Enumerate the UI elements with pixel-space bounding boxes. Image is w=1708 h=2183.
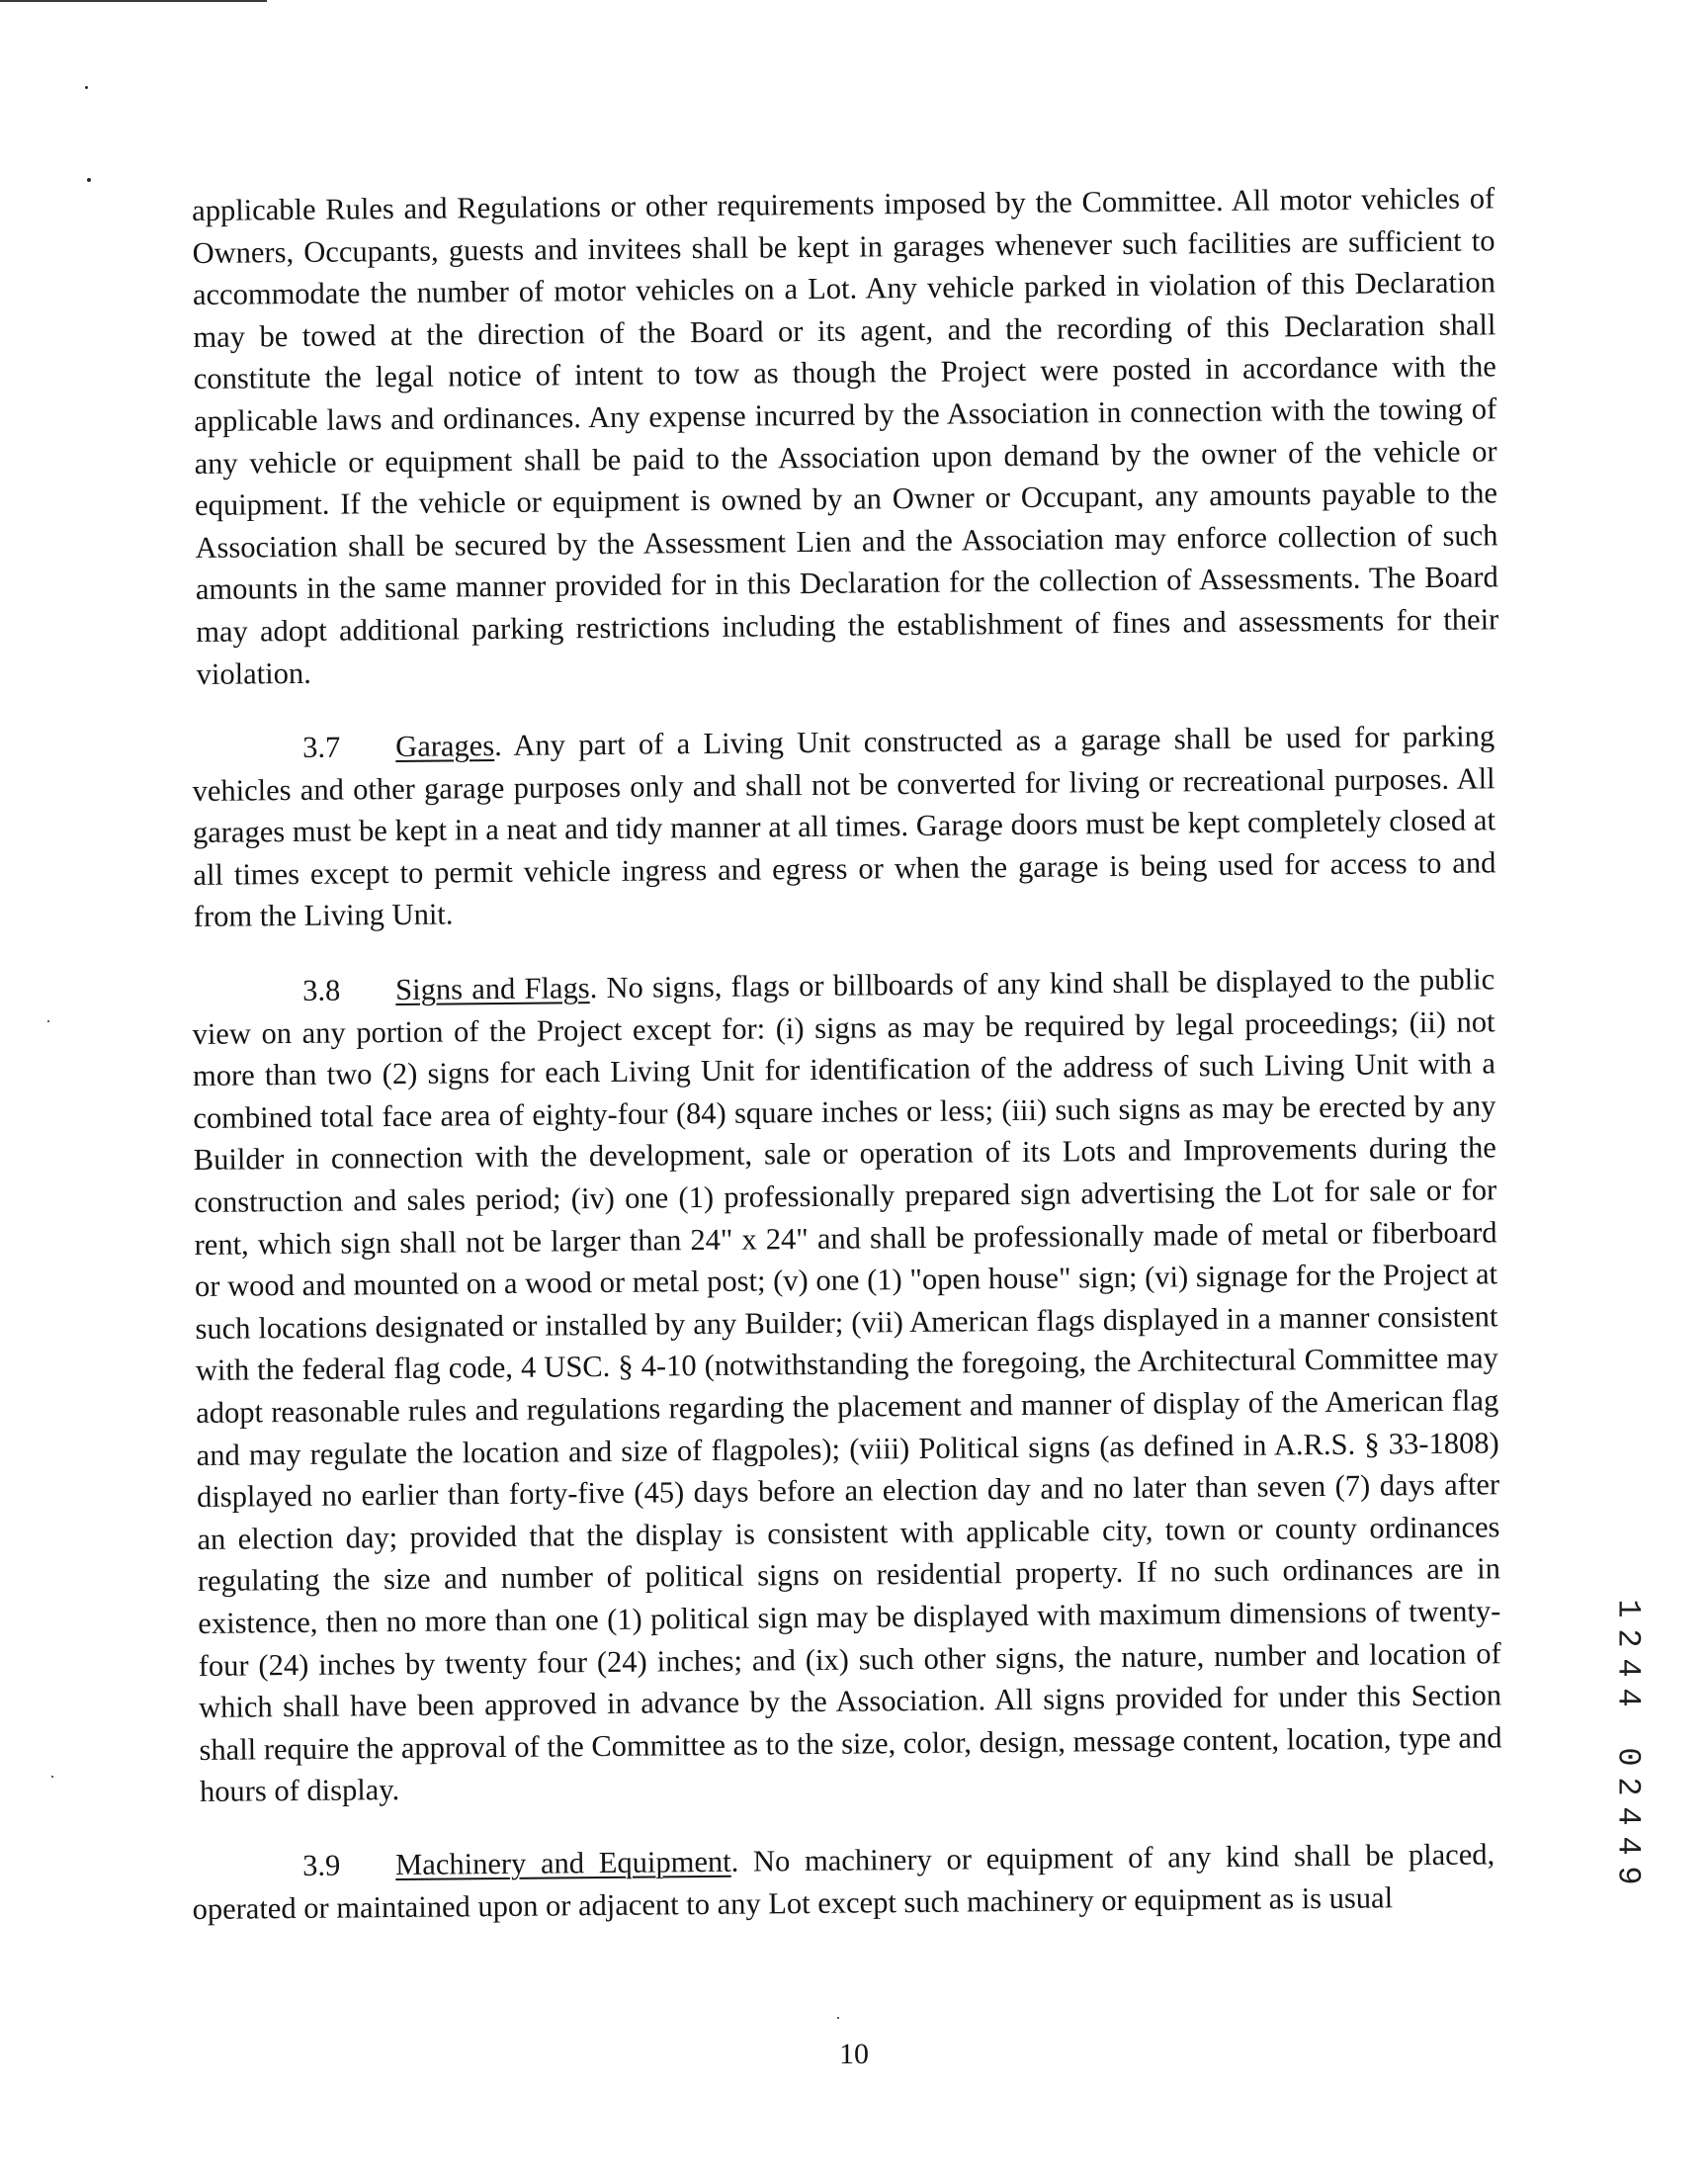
section-heading: Machinery and Equipment [395, 1844, 731, 1881]
document-body [192, 181, 1502, 1930]
stamp-digit: 4 [1609, 1836, 1647, 1856]
stamp-digit: 4 [1609, 1806, 1647, 1826]
section-body: . Any part of a Living Unit constructed as a garage shall be used for parking vehicles and other garage purposes only and shall not be converted for living or recreational purposes. All garages must be kept in a neat and tidy manner at all times. Garage doors must be kept completely closed at all times except to permit vehicle ingress and egress or when the garage is being used for access to and from the Living Unit. [192, 719, 1496, 934]
section-3-9 [192, 1833, 1495, 1930]
section-number: 3.8 [302, 973, 341, 1008]
section-number: 3.9 [302, 1848, 341, 1882]
section-number: 3.7 [302, 730, 341, 765]
scan-speck [51, 1776, 53, 1778]
stamp-digit: 0 [1609, 1747, 1647, 1767]
section-heading: Garages [395, 729, 495, 764]
section-3-8 [192, 958, 1502, 1812]
scan-speck [47, 1020, 49, 1022]
stamp-digit: 4 [1609, 1658, 1647, 1678]
stamp-digit: 4 [1609, 1688, 1647, 1707]
section-body: . No signs, flags or billboards of any kind shall be displayed to the public view on any portion of the Project except for: (i) signs as may be required by legal proceedings; (ii) not more than two (2) signs for each Living Unit for identification of the address of such Living Unit with a combined total face area of eighty-four (84) square inches or less; (iii) such signs as may be erected by any Builder in connection with the development, sale or operation of its Lots and Improvements during the construction and sales period; (iv) one (1) professionally prepared sign advertising the Lot for sale or for rent, which sign shall not be larger than 24" x 24" and shall be professionally made of metal or fiberboard or wood and mounted on a wood or metal post; (v) one (1) "open house" sign; (vi) signage for the Project at such locations designated or installed by any Builder; (vii) American flags displayed in a manner consistent with the federal flag code, 4 USC. § 4-10 (notwithstanding the foregoing, the Architectural Committee may adopt reasonable rules and regulations regarding the placement and manner of display of the American flag and may regulate the location and size of flagpoles); (viii) Political signs (as defined in A.R.S. § 33-1808) displayed no earlier than forty-five (45) days before an election day and no later than seven (7) days after an election day; provided that the display is consistent with applicable city, town or county ordinances regulating the size and number of political signs on residential property. If no such ordinances are in existence, then no more than one (1) political sign may be displayed with maximum dimensions of twenty-four (24) inches by twenty four (24) inches; and (ix) such other signs, the nature, number and location of which shall have been approved in advance by the Association. All signs provided for under this Section shall require the approval of the Committee as to the size, color, design, message content, location, type and hours of display. [192, 962, 1502, 1809]
stamp-digit: 2 [1609, 1628, 1647, 1648]
section-heading: Signs and Flags [395, 971, 590, 1007]
scan-speck [85, 86, 88, 89]
stamp-digit: 2 [1609, 1777, 1647, 1796]
top-edge-rule [0, 0, 267, 2]
scan-speck [87, 178, 91, 182]
page-number: 10 [839, 2038, 869, 2070]
recording-number-stamp [1603, 1594, 1653, 1890]
stamp-upper-group [1603, 1594, 1653, 1712]
stamp-digit: 9 [1609, 1866, 1647, 1885]
section-body: . No machinery or equipment of any kind shall be placed, operated or maintained upon or adjacent to any Lot except such machinery or equipment as is usual [192, 1837, 1495, 1926]
continued-paragraph: applicable Rules and Regulations or other requirements imposed by the Committee. All motor vehicles of Owners, Occupants, guests and invitees shall be kept in garages whenever such facilities are sufficient to accommodate the number of motor vehicles on a Lot. Any vehicle parked in violation of this Declaration may be towed at the direction of the Board or its agent, and the recording of this Declaration shall constitute the legal notice of intent to tow as though the Project were posted in accordance with the applicable laws and ordinances. Any expense incurred by the Association in connection with the towing of any vehicle or equipment shall be paid to the Association upon demand by the owner of the vehicle or equipment. If the vehicle or equipment is owned by an Owner or Occupant, any amounts payable to the Association shall be secured by the Assessment Lien and the Association may enforce collection of such amounts in the same manner provided for in this Declaration for the collection of Assessments. The Board may adopt additional parking restrictions including the establishment of fines and assessments for their violation. [192, 181, 1499, 691]
stamp-lower-group [1603, 1742, 1653, 1890]
scan-speck [837, 2017, 839, 2019]
section-3-7 [192, 715, 1496, 938]
stamp-digit: 1 [1609, 1599, 1647, 1618]
